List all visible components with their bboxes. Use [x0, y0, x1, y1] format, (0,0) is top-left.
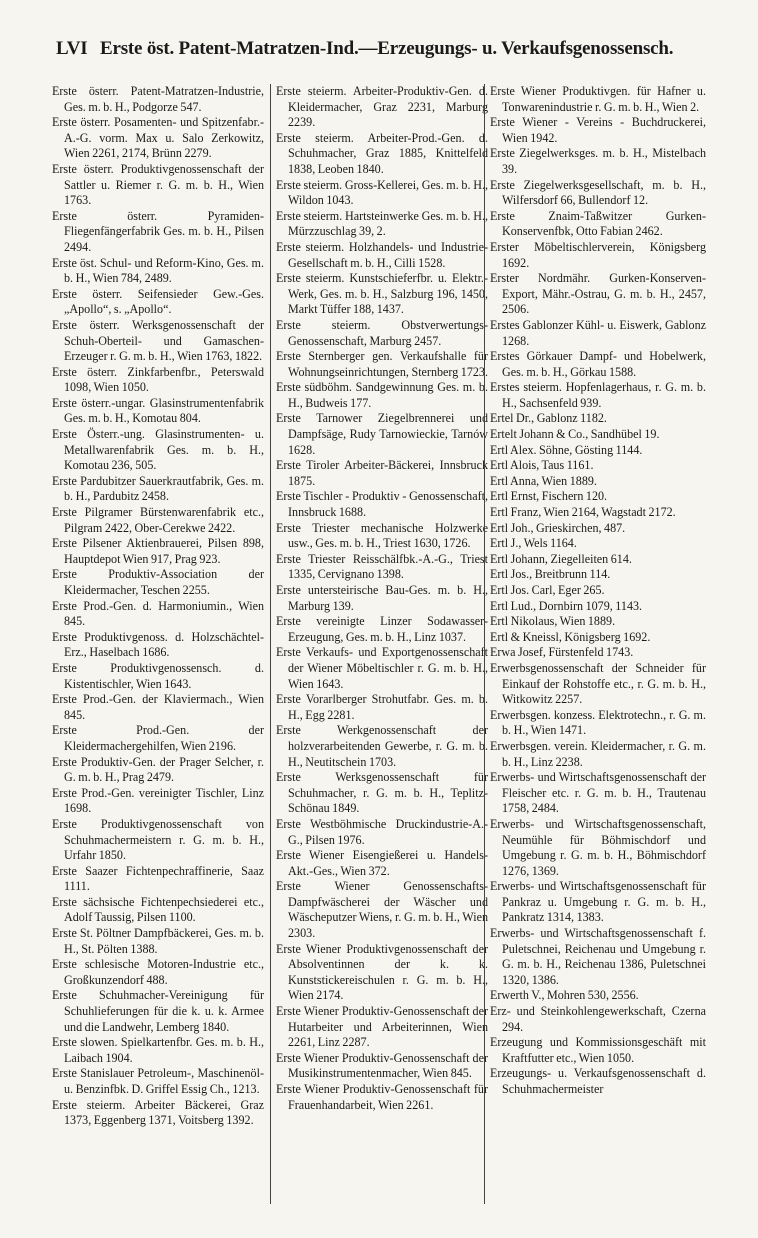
directory-entry: Erste Wiener Produktiv-Genossenschaft für Frauenhandarbeit, Wien 2261.	[276, 1082, 488, 1112]
column-middle	[276, 84, 488, 1113]
directory-entry: Erste Produktivgenossenschaft von Schuhmachermeistern r. G. m. b. H., Urfahr 1850.	[52, 816, 264, 863]
directory-entry: Erste Produktiv-Association der Kleidermacher, Teschen 2255.	[52, 567, 264, 597]
directory-entry: Erste österr.-ungar. Glasinstrumentenfabrik Ges. m. b. H., Komotau 804.	[52, 395, 264, 426]
directory-entry: Erste Prod.-Gen. vereinigter Tischler, Linz 1698.	[52, 785, 264, 816]
directory-entry: Erste Westböhmische Druckindustrie-A.-G., Pilsen 1976.	[276, 816, 488, 847]
directory-entry: Erste Wiener Produktivgen. für Hafner u. Tonwarenindustrie r. G. m. b. H., Wien 2.	[490, 84, 706, 114]
directory-entry: Erste steierm. Holzhandels- und Industrie-Gesellschaft m. b. H., Cilli 1528.	[276, 239, 488, 270]
directory-entry: Erzeugungs- u. Verkaufsgenossenschaft d. Schuhmachermeister	[490, 1066, 706, 1096]
directory-entry: Erste Wiener - Vereins - Buchdruckerei, Wien 1942.	[490, 115, 706, 145]
directory-entry: Erste österr. Patent-Matratzen-Industrie, Ges. m. b. H., Podgorze 547.	[52, 84, 264, 114]
directory-entry: Erste Schuhmacher-Vereinigung für Schuhlieferungen für die k. u. k. Armee und die Landwehr, Lemberg 1840.	[52, 988, 264, 1034]
directory-entry: Ertl Jos., Breitbrunn 114.	[490, 567, 611, 582]
directory-entry: Erste vereinigte Linzer Sodawasser-Erzeugung, Ges. m. b. H., Linz 1037.	[276, 614, 488, 644]
column-divider	[484, 84, 485, 1204]
directory-entry: Erste Triester Reisschälfbk.-A.-G., Triest 1335, Cervignano 1398.	[276, 551, 488, 582]
directory-entry: Erste Tarnower Ziegelbrennerei und Dampfsäge, Rudy Tarnowieckie, Tarnów 1628.	[276, 411, 488, 457]
directory-entry: Erz- und Steinkohlengewerkschaft, Czerna 294.	[490, 1004, 706, 1034]
directory-entry: Erste Pilsener Aktienbrauerei, Pilsen 898, Hauptdepot Wien 917, Prag 923.	[52, 536, 264, 566]
directory-entry: Erste Tischler - Produktiv - Genossenschaft, Innsbruck 1688.	[276, 489, 488, 520]
directory-entry: Erste Sternberger gen. Verkaufshalle für Wohnungseinrichtungen, Sternberg 1723.	[276, 349, 489, 379]
column-left	[52, 84, 264, 1129]
directory-entry: Erwerth V., Mohren 530, 2556.	[490, 988, 639, 1003]
directory-entry: Erste Österr.-ung. Glasinstrumenten- u. Metallwarenfabrik Ges. m. b. H., Komotau 236, 505.	[52, 427, 264, 473]
directory-entry: Ertl Lud., Dornbirn 1079, 1143.	[490, 598, 643, 613]
directory-entry: Erste Tiroler Arbeiter-Bäckerei, Innsbruck 1875.	[276, 458, 488, 488]
directory-entry: Erste südböhm. Sandgewinnung Ges. m. b. H., Budweis 177.	[276, 380, 488, 410]
page-header	[56, 38, 716, 60]
directory-entry: Erste Prod.-Gen. der Kleidermachergehilfen, Wien 2196.	[52, 723, 264, 753]
directory-entry: Erste Triester mechanische Holzwerke usw., Ges. m. b. H., Triest 1630, 1726.	[276, 520, 488, 551]
directory-entry: Ertel Dr., Gablonz 1182.	[490, 411, 607, 426]
directory-entry: Erste untersteirische Bau-Ges. m. b. H., Marburg 139.	[276, 583, 488, 613]
directory-entry: Ertl Johann, Ziegelleiten 614.	[490, 551, 632, 566]
directory-entry: Erste St. Pöltner Dampfbäckerei, Ges. m. b. H., St. Pölten 1388.	[52, 926, 264, 956]
directory-entry: Erster Nordmähr. Gurken-Konserven-Export, Mähr.-Ostrau, G. m. b. H., 2457, 2506.	[490, 271, 706, 317]
directory-entry: Erste Werksgenossenschaft für Schuhmacher, r. G. m. b. H., Teplitz-Schönau 1849.	[276, 770, 488, 816]
directory-entry: Erste steierm. Obstverwertungs-Genossenschaft, Marburg 2457.	[276, 317, 488, 348]
page-number: LVI	[56, 38, 88, 59]
directory-entry: Erwerbsgenossenschaft der Schneider für Einkauf der Rohstoffe etc., r. G. m. b. H., Witkowitz 2257.	[490, 660, 706, 707]
directory-entry: Erste Produktivgenossensch. d. Kistentischler, Wien 1643.	[52, 660, 264, 691]
directory-entry: Erste Wiener Eisengießerei u. Handels-Akt.-Ges., Wien 372.	[276, 848, 488, 878]
directory-entry: Ertl Franz, Wien 2164, Wagstadt 2172.	[490, 505, 676, 520]
directory-entry: Erster Möbeltischlerverein, Königsberg 1692.	[490, 239, 706, 270]
directory-entry: Erste steierm. Gross-Kellerei, Ges. m. b. H., Wildon 1043.	[276, 177, 488, 208]
directory-entry: Erste öst. Schul- und Reform-Kino, Ges. m. b. H., Wien 784, 2489.	[52, 255, 264, 286]
directory-entry: Erste Stanislauer Petroleum-, Maschinenöl- u. Benzinfbk. D. Griffel Essig Ch., 1213.	[52, 1066, 264, 1096]
directory-entry: Ertl Anna, Wien 1889.	[490, 473, 597, 488]
column-right	[490, 84, 706, 1098]
directory-entry: Erste Pardubitzer Sauerkrautfabrik, Ges. m. b. H., Pardubitz 2458.	[52, 473, 264, 504]
directory-entry: Erste Verkaufs- und Exportgenossenschaft der Wiener Möbeltischler r. G. m. b. H., Wien 1643.	[276, 645, 488, 691]
directory-entry: Erwerbs- und Wirtschaftsgenossenschaft für Pankraz u. Umgebung r. G. m. b. H., Pankratz 1314, 1383.	[490, 879, 706, 925]
directory-entry: Erwa Josef, Fürstenfeld 1743.	[490, 645, 634, 660]
directory-entry: Erwerbsgen. verein. Kleidermacher, r. G. m. b. H., Linz 2238.	[490, 738, 706, 769]
directory-entry: Erste Prod.-Gen. der Klaviermach., Wien 845.	[52, 692, 264, 722]
directory-entry: Erste Wiener Genossenschafts-Dampfwäscherei der Wäscher und Wäscheputzer Wiens, r. G. m. b. H., Wien 2303.	[276, 879, 488, 941]
directory-entry: Erste österr. Werksgenossenschaft der Schuh-Oberteil- und Gamaschen-Erzeuger r. G. m. b. H., Wien 1763, 1822.	[52, 317, 264, 364]
directory-entry: Erwerbs- und Wirtschaftsgenossenschaft, Neumühle für Böhmischdorf und Umgebung r. G. m. b. H., Böhmischdorf 1276, 1369.	[490, 816, 706, 878]
directory-entry: Erste steierm. Arbeiter Bäckerei, Graz 1373, Eggenberg 1371, Voitsberg 1392.	[52, 1097, 264, 1128]
directory-entry: Erste schlesische Motoren-Industrie etc., Großkunzendorf 488.	[52, 957, 264, 987]
directory-entry: Erste Produktiv-Gen. der Prager Selcher, r. G. m. b. H., Prag 2479.	[52, 754, 264, 785]
directory-entry: Erste Ziegelwerksgesellschaft, m. b. H., Wilfersdorf 66, Bullendorf 12.	[490, 177, 706, 208]
directory-entry: Erste Werkgenossenschaft der holzverarbeitenden Gewerbe, r. G. m. b. H., Neutitschein 1703.	[276, 723, 488, 769]
directory-entry: Erstes Gablonzer Kühl- u. Eiswerk, Gablonz 1268.	[490, 317, 706, 348]
directory-entry: Ertl Ernst, Fischern 120.	[490, 489, 608, 504]
directory-entry: Erstes steierm. Hopfenlagerhaus, r. G. m. b. H., Sachsenfeld 939.	[490, 380, 706, 410]
page-title: Erste öst. Patent-Matratzen-Ind.—Erzeugungs- u. Verkaufsgenossensch.	[100, 38, 674, 59]
directory-entry: Erstes Görkauer Dampf- und Hobelwerk, Ges. m. b. H., Görkau 1588.	[490, 349, 706, 379]
directory-entry: Erste sächsische Fichtenpechsiederei etc., Adolf Taussig, Pilsen 1100.	[52, 894, 264, 925]
directory-entry: Ertl Joh., Grieskirchen, 487.	[490, 520, 626, 535]
directory-entry: Ertl Nikolaus, Wien 1889.	[490, 614, 616, 629]
directory-entry: Erste österr. Posamenten- und Spitzenfabr.-A.-G. vorm. Max u. Salo Zerkowitz, Wien 2261, 2174, Brünn 2279.	[52, 115, 264, 161]
directory-entry: Ertl Alex. Söhne, Gösting 1144.	[490, 442, 643, 457]
directory-entry: Ertl J., Wels 1164.	[490, 536, 577, 551]
directory-entry: Erzeugung und Kommissionsgeschäft mit Kraftfutter etc., Wien 1050.	[490, 1035, 706, 1065]
directory-entry: Erste steierm. Kunstschieferfbr. u. Elektr.-Werk, Ges. m. b. H., Salzburg 196, 1450, Markt Tüffer 188, 1437.	[276, 271, 488, 317]
directory-entry: Erste Ziegelwerksges. m. b. H., Mistelbach 39.	[490, 146, 706, 176]
directory-entry: Erste Vorarlberger Strohutfabr. Ges. m. b. H., Egg 2281.	[276, 692, 488, 722]
directory-entry: Erste Wiener Produktiv-Genossenschaft der Hutarbeiter und Arbeiterinnen, Wien 2261, Linz 2287.	[276, 1004, 488, 1050]
directory-entry: Ertl Alois, Taus 1161.	[490, 458, 594, 473]
directory-entry: Erste österr. Pyramiden-Fliegenfängerfabrik Ges. m. b. H., Pilsen 2494.	[52, 208, 264, 254]
directory-entry: Ertl & Kneissl, Königsberg 1692.	[490, 629, 651, 644]
directory-entry: Erste Prod.-Gen. d. Harmoniumin., Wien 845.	[52, 598, 264, 629]
directory-entry: Erste Saazer Fichtenpechraffinerie, Saaz 1111.	[52, 863, 264, 894]
directory-entry: Erste steierm. Arbeiter-Prod.-Gen. d. Schuhmacher, Graz 1885, Knittelfeld 1838, Leoben 1840.	[276, 130, 488, 176]
directory-entry: Erwerbsgen. konzess. Elektrotechn., r. G. m. b. H., Wien 1471.	[490, 707, 706, 738]
directory-entry: Erste Znaim-Taßwitzer Gurken-Konservenfbk, Otto Fabian 2462.	[490, 208, 706, 239]
directory-entry: Ertelt Johann & Co., Sandhübel 19.	[490, 427, 660, 442]
directory-entry: Erste slowen. Spielkartenfbr. Ges. m. b. H., Laibach 1904.	[52, 1035, 264, 1065]
directory-entry: Erwerbs- und Wirtschaftsgenossenschaft der Fleischer etc. r. G. m. b. H., Trautenau 1758, 2484.	[490, 770, 706, 816]
directory-entry: Erste Produktivgenoss. d. Holzschächtel-Erz., Haselbach 1686.	[52, 629, 264, 660]
directory-entry: Erste Wiener Produktivgenossenschaft der Absolventinnen der k. k. Kunststickereischulen r. G. m. b. H., Wien 2174.	[276, 941, 488, 1003]
directory-entry: Erwerbs- und Wirtschaftsgenossenschaft f. Puletschnei, Reichenau und Umgebung r. G. m. b. H., Reichenau 1386, Puletschnei 1320, 1386.	[490, 926, 706, 987]
directory-entry: Erste Wiener Produktiv-Genossenschaft der Musikinstrumentenmacher, Wien 845.	[276, 1050, 488, 1081]
directory-entry: Erste steierm. Arbeiter-Produktiv-Gen. d. Kleidermacher, Graz 2231, Marburg 2239.	[276, 84, 488, 130]
directory-entry: Erste steierm. Hartsteinwerke Ges. m. b. H., Mürzzuschlag 39, 2.	[276, 208, 488, 239]
directory-entry: Erste Pilgramer Bürstenwarenfabrik etc., Pilgram 2422, Ober-Cerekwe 2422.	[52, 505, 264, 535]
directory-entry: Erste österr. Zinkfarbenfbr., Peterswald 1098, Wien 1050.	[52, 364, 264, 395]
column-divider	[270, 84, 271, 1204]
directory-entry: Erste österr. Seifensieder Gew.-Ges. „Apollo“, s. „Apollo“.	[52, 286, 264, 317]
directory-entry: Ertl Jos. Carl, Eger 265.	[490, 583, 605, 597]
directory-entry: Erste österr. Produktivgenossenschaft der Sattler u. Riemer r. G. m. b. H., Wien 1763.	[52, 161, 264, 208]
